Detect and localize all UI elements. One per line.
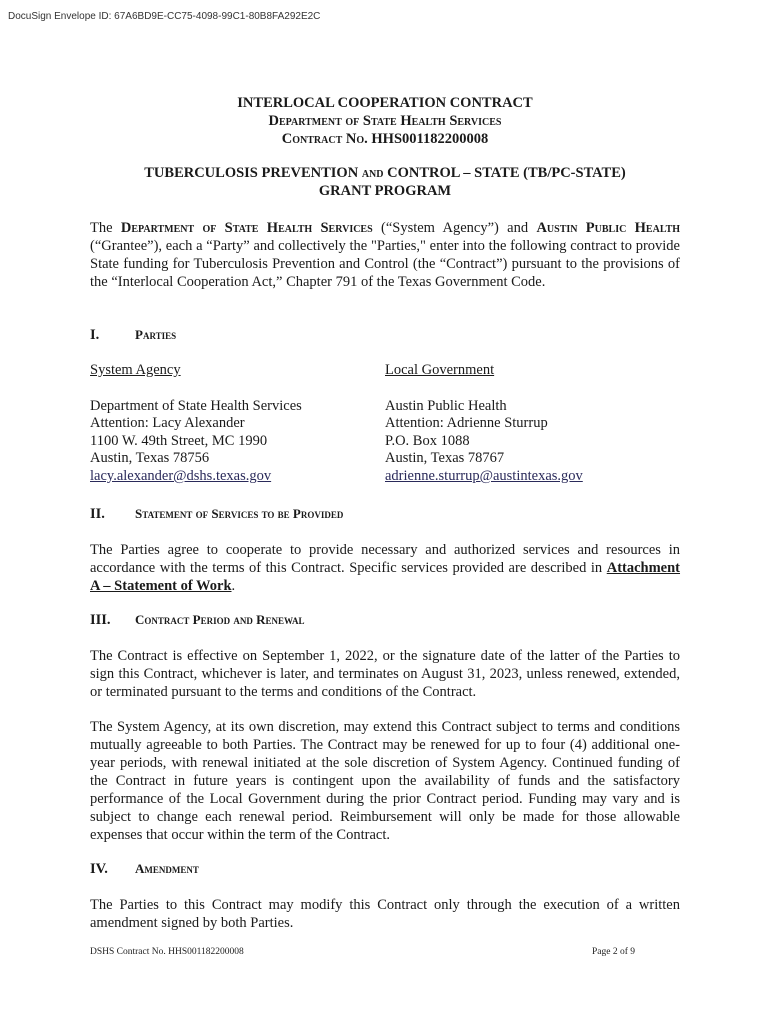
docusign-envelope-id: DocuSign Envelope ID: 67A6BD9E-CC75-4098-99C1-80B8FA292E2C bbox=[8, 11, 321, 22]
local-government-attention: Attention: Adrienne Sturrup bbox=[385, 415, 548, 432]
intro-grantee-name: Austin Public Health bbox=[536, 220, 681, 236]
local-government-email-link[interactable]: adrienne.sturrup@austintexas.gov bbox=[385, 467, 583, 484]
section-4-heading bbox=[90, 860, 199, 878]
section-4-title: Amendment bbox=[135, 861, 199, 876]
system-agency-attention: Attention: Lacy Alexander bbox=[90, 415, 245, 432]
system-agency-heading: System Agency bbox=[90, 362, 181, 378]
intro-the: The bbox=[90, 220, 113, 236]
contract-number-prefix: Contract No. bbox=[281, 131, 368, 147]
contract-number-line bbox=[90, 130, 680, 148]
contract-title-block bbox=[90, 94, 680, 148]
section-2-number: II. bbox=[90, 506, 105, 522]
department-title: Department of State Health Services bbox=[268, 113, 502, 129]
system-agency-block bbox=[90, 362, 302, 486]
section-4-paragraph: The Parties to this Contract may modify this Contract only through the execution of a written amendment signed by both Parties. bbox=[90, 897, 680, 931]
local-government-block bbox=[385, 362, 583, 486]
section-2-text: The Parties agree to cooperate to provide necessary and authorized services and resources in accordance with the terms of this Contract. Specific services provided are described in bbox=[90, 542, 680, 576]
section-3-title: Contract Period and Renewal bbox=[135, 612, 305, 627]
program-title-line1 bbox=[90, 164, 680, 182]
section-1-title: Parties bbox=[135, 327, 177, 342]
local-government-address: P.O. Box 1088 bbox=[385, 432, 470, 449]
contract-title: INTERLOCAL COOPERATION CONTRACT bbox=[237, 95, 533, 111]
local-government-name: Austin Public Health bbox=[385, 397, 507, 414]
program-name-a: TUBERCULOSIS PREVENTION bbox=[144, 165, 359, 181]
system-agency-address: 1100 W. 49th Street, MC 1990 bbox=[90, 432, 268, 449]
section-3-number: III. bbox=[90, 612, 111, 628]
footer-contract-number: DSHS Contract No. HHS001182200008 bbox=[90, 947, 244, 957]
program-name-b: CONTROL – STATE (TB/PC-STATE) bbox=[387, 165, 626, 181]
local-government-heading: Local Government bbox=[385, 362, 495, 378]
section-2-paragraph bbox=[90, 541, 680, 595]
intro-agency-name: Department of State Health Services bbox=[120, 220, 373, 236]
footer-page-number: Page 2 of 9 bbox=[591, 947, 635, 957]
section-3-paragraph-1: The Contract is effective on September 1, 2022, or the signature date of the latter of the Parties to sign this Contract, whichever is later, and terminates on August 31, 2023, unless renewed, extended, or terminated pursuant to the terms and conditions of the Contract. bbox=[90, 648, 680, 700]
intro-text2: (“Grantee”), each a “Party” and collectively the "Parties," enter into the following contract to provide State funding for Tuberculosis Prevention and Control (the “Contract”) pursuant to the provisions of the “Interlocal Cooperation Act,” Chapter 791 of the Texas Government Code. bbox=[90, 238, 680, 290]
intro-text1: (“System Agency”) and bbox=[381, 220, 529, 236]
section-3-heading bbox=[90, 611, 305, 629]
intro-paragraph bbox=[90, 219, 680, 291]
page-footer bbox=[90, 947, 635, 957]
program-title-line2: GRANT PROGRAM bbox=[318, 183, 452, 199]
system-agency-city: Austin, Texas 78756 bbox=[90, 450, 210, 467]
section-4-number: IV. bbox=[90, 861, 108, 877]
program-title-block bbox=[90, 164, 680, 200]
contract-number: HHS001182200008 bbox=[371, 131, 489, 147]
section-3-paragraph-2: The System Agency, at its own discretion, may extend this Contract subject to terms and conditions mutually agreeable to both Parties. The Contract may be renewed for up to four (4) additional one-year periods, with renewal initiated at the sole discretion of System Agency. Continued funding of the Contract in future years is contingent upon the availability of funds and the satisfactory performance of the Local Government during the prior Contract period. Funding may vary and is subject to change each renewal period. Reimbursement will only be made for those allowable expenses that occur within the term of the Contract. bbox=[90, 719, 680, 843]
system-agency-email-link[interactable]: lacy.alexander@dshs.texas.gov bbox=[90, 467, 272, 484]
section-2-title: Statement of Services to be Provided bbox=[135, 506, 344, 521]
section-2-heading bbox=[90, 505, 343, 523]
local-government-city: Austin, Texas 78767 bbox=[385, 450, 505, 467]
section-2-end: . bbox=[231, 578, 236, 594]
program-name-and: and bbox=[361, 165, 384, 181]
attachment-a-reference: Attachment A – Statement of Work bbox=[90, 560, 681, 594]
section-1-heading bbox=[90, 326, 176, 344]
section-1-number: I. bbox=[90, 327, 100, 343]
system-agency-name: Department of State Health Services bbox=[90, 397, 302, 414]
